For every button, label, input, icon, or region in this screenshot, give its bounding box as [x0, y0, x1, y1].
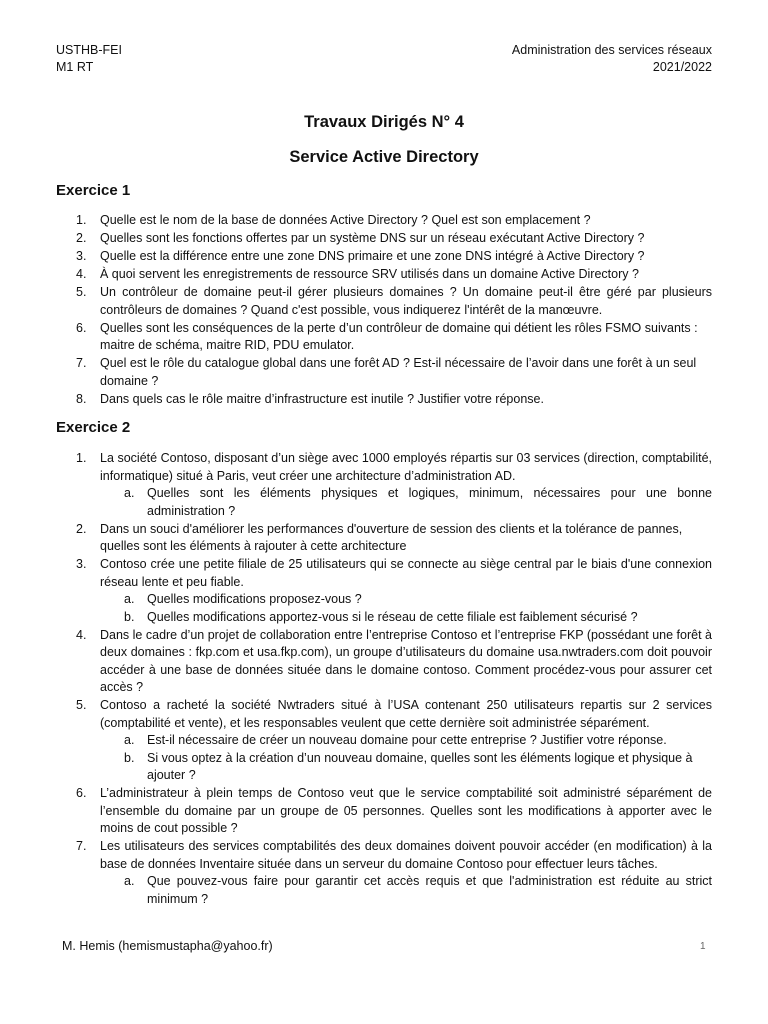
sub-item-text: Que pouvez-vous faire pour garantir cet accès requis et que l'administration est réduite au strict minimum ? — [147, 874, 712, 906]
exercise2-heading: Exercice 2 — [56, 419, 131, 436]
item-text: Quelles sont les conséquences de la perte d’un contrôleur de domaine qui détient les rôles FSMO suivants : maitre de schéma, maitre RID, PDU emulator. — [100, 320, 698, 352]
sub-item-letter: a. — [124, 733, 135, 747]
list-item — [56, 391, 712, 409]
sub-list — [100, 732, 712, 785]
header-right — [512, 42, 712, 76]
list-item — [56, 627, 712, 697]
list-item — [56, 838, 712, 908]
list-item — [56, 320, 712, 355]
list-item — [56, 212, 712, 230]
list-item — [56, 697, 712, 785]
item-text: Quel est le rôle du catalogue global dans une forêt AD ? Est-il nécessaire de l’avoir dans une forêt à un seul domaine ? — [100, 356, 697, 388]
institution: USTHB-FEI — [56, 43, 122, 57]
item-number: 3. — [76, 557, 87, 571]
list-item — [56, 266, 712, 284]
item-number: 1. — [76, 451, 87, 465]
header-left — [56, 42, 122, 76]
academic-year: 2021/2022 — [652, 60, 712, 74]
page-title: Travaux Dirigés N° 4 — [304, 113, 464, 131]
page-number: 1 — [700, 941, 706, 952]
sub-item-text: Quelles sont les éléments physiques et logiques, minimum, nécessaires pour une bonne administration ? — [147, 486, 712, 518]
exercise2-list — [56, 450, 712, 909]
sub-item-text: Quelles modifications proposez-vous ? — [147, 592, 362, 606]
sub-item-text: Quelles modifications apportez-vous si le réseau de cette filiale est faiblement sécurisé ? — [147, 609, 638, 624]
item-text: Un contrôleur de domaine peut-il gérer plusieurs domaines ? Un domaine peut-il être géré par plusieurs contrôleurs de domaines ? Quand c'est possible, vous indiquerez l'intérêt de la manœuvre. — [100, 285, 712, 317]
sub-list — [100, 873, 712, 908]
class-level: M1 RT — [56, 60, 94, 74]
item-number: 2. — [76, 521, 87, 536]
sub-item — [100, 732, 712, 750]
course-name: Administration des services réseaux — [511, 43, 712, 57]
item-number: 3. — [76, 249, 87, 263]
item-number: 7. — [76, 356, 87, 370]
sub-item-text: Est-il nécessaire de créer un nouveau domaine pour cette entreprise ? Justifier votre réponse. — [147, 733, 667, 747]
item-number: 7. — [76, 839, 87, 853]
sub-item — [100, 873, 712, 908]
footer-author: M. Hemis (hemismustapha@yahoo.fr) — [62, 939, 273, 953]
list-item — [56, 284, 712, 319]
sub-item-letter: a. — [124, 486, 135, 500]
list-item — [56, 230, 712, 248]
sub-item — [100, 609, 712, 627]
page-subtitle: Service Active Directory — [289, 148, 479, 166]
item-number: 5. — [76, 285, 87, 299]
item-number: 1. — [76, 213, 87, 227]
list-item — [56, 450, 712, 520]
item-number: 6. — [76, 786, 87, 800]
item-text: Dans le cadre d’un projet de collaboration entre l’entreprise Contoso et l’entreprise FKP (possédant une forêt à deux domaines : fkp.com et usa.fkp.com), un groupe d’utilisateurs du domaine usa.nwtraders.com doit pouvoir accéder à une base de données située dans le domaine contoso. Comment procédez-vous pour assurer cet accès ? — [100, 627, 712, 694]
sub-list — [100, 485, 712, 520]
list-item — [56, 521, 712, 556]
item-text: À quoi servent les enregistrements de ressource SRV utilisés dans un domaine Active Directory ? — [100, 267, 639, 281]
item-text: Contoso a racheté la société Nwtraders situé à l’USA contenant 250 utilisateurs repartis sur 2 services (comptabilité et vente), et les responsables veulent que cette dernière soit administrée séparément. — [100, 698, 712, 730]
sub-item-letter: b. — [124, 750, 135, 765]
sub-item-letter: a. — [124, 874, 135, 888]
list-item — [56, 355, 712, 390]
item-text: Quelles sont les fonctions offertes par un système DNS sur un réseau exécutant Active Directory ? — [100, 231, 645, 245]
item-text: Dans quels cas le rôle maitre d’infrastructure est inutile ? Justifier votre réponse. — [100, 391, 544, 406]
item-text: Les utilisateurs des services comptabilités des deux domaines doivent pouvoir accéder (en modification) à la base de données Inventaire située dans un serveur du domaine Contoso pour effectuer leurs tâches. — [100, 839, 712, 871]
item-number: 5. — [76, 698, 87, 712]
list-item — [56, 785, 712, 838]
item-text: La société Contoso, disposant d’un siège avec 1000 employés répartis sur 03 services (direction, comptabilité, informatique) situé à Paris, veut créer une architecture d’administration AD. — [100, 451, 712, 483]
item-text: Contoso crée une petite filiale de 25 utilisateurs qui se connecte au siège central par le biais d'une connexion réseau lente et peu fiable. — [100, 557, 712, 589]
item-number: 2. — [76, 231, 87, 245]
sub-list — [100, 591, 712, 626]
sub-item — [100, 485, 712, 520]
exercise1-list — [56, 212, 712, 409]
sub-item-letter: a. — [124, 592, 135, 606]
exercise1-heading: Exercice 1 — [56, 182, 131, 199]
item-text: L’administrateur à plein temps de Contoso veut que le service comptabilité soit administré séparément de l’ensemble du domaine par un groupe de 05 personnes. Quelles sont les modifications à apporter avec le moins de cout possible ? — [100, 786, 712, 835]
item-text: Dans un souci d'améliorer les performances d'ouverture de session des clients et la tolérance de pannes, quelles sont les éléments à rajouter à cette architecture — [100, 521, 683, 553]
item-number: 4. — [76, 267, 87, 281]
sub-item — [100, 591, 712, 609]
item-number: 6. — [76, 320, 87, 335]
sub-item-letter: b. — [124, 609, 135, 624]
list-item — [56, 556, 712, 626]
sub-item — [100, 750, 712, 785]
item-text: Quelle est le nom de la base de données Active Directory ? Quel est son emplacement ? — [100, 213, 591, 227]
item-number: 8. — [76, 391, 87, 406]
sub-item-text: Si vous optez à la création d’un nouveau domaine, quelles sont les éléments logique et physique à ajouter ? — [147, 750, 693, 782]
item-text: Quelle est la différence entre une zone DNS primaire et une zone DNS intégré à Active Directory ? — [100, 249, 645, 263]
list-item — [56, 248, 712, 266]
item-number: 4. — [76, 627, 87, 642]
